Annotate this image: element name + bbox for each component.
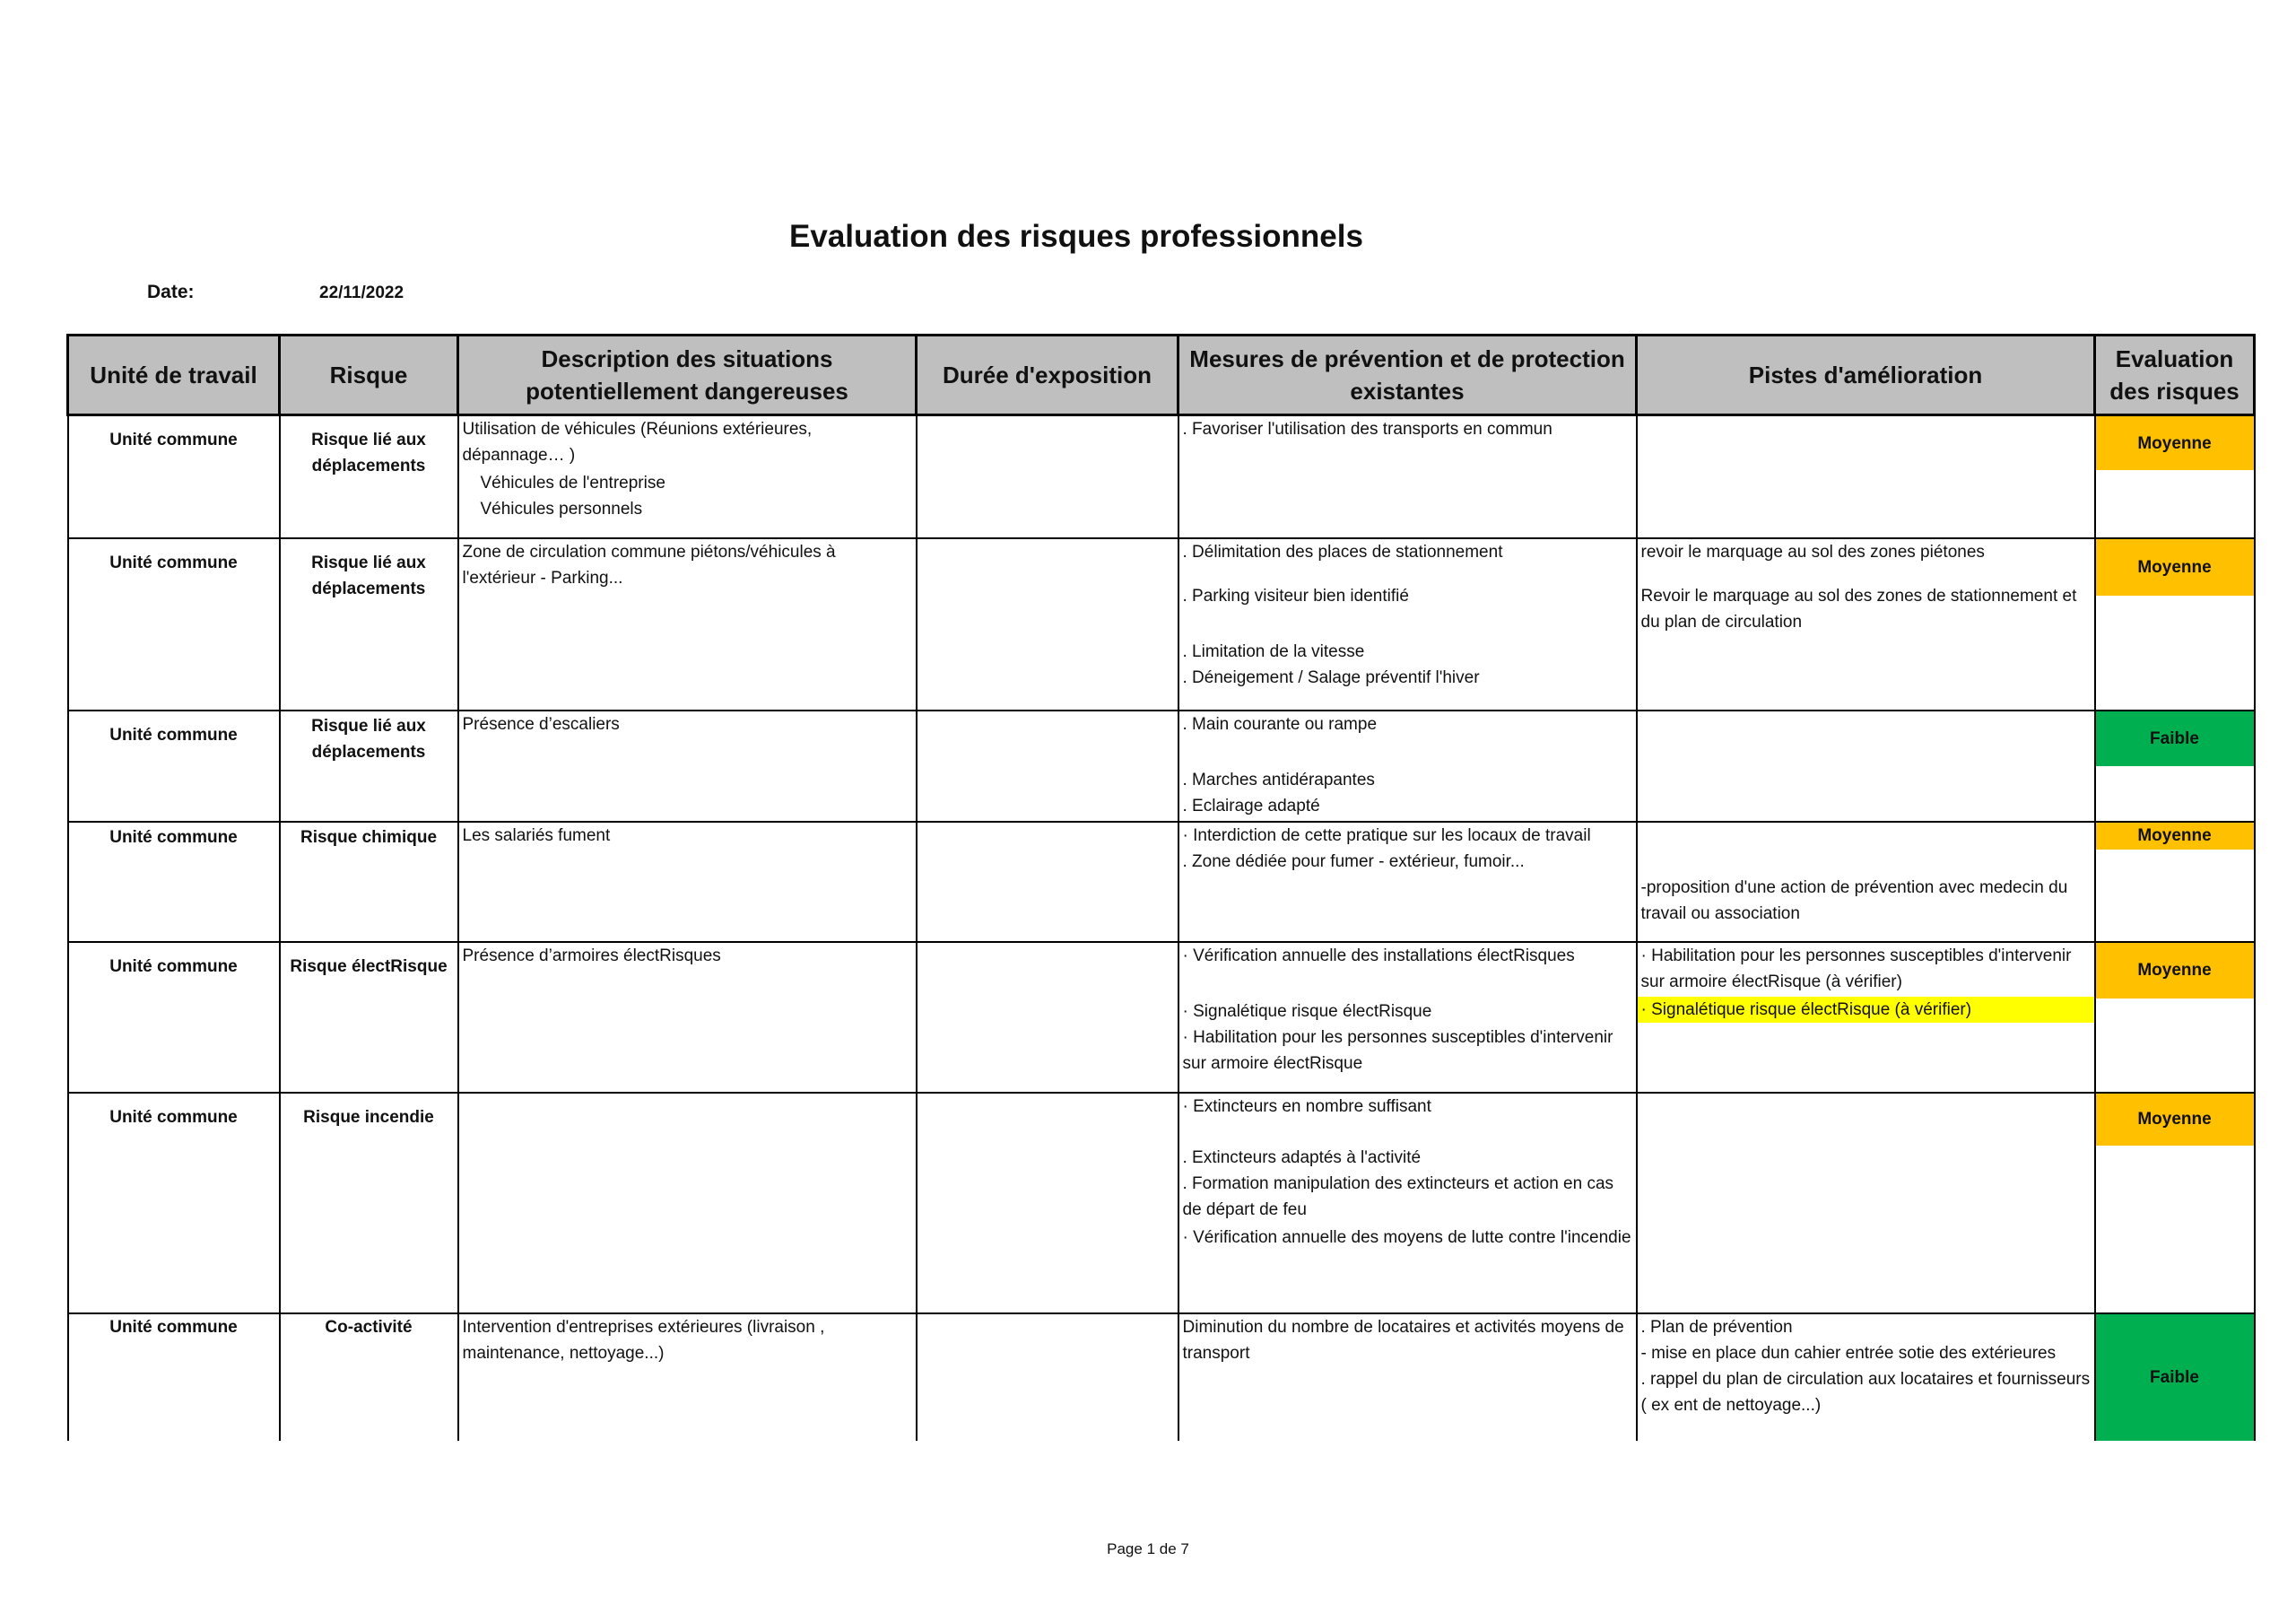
header-risque: Risque (280, 336, 458, 415)
piste-line: -proposition d'une action de prévention avec medecin du travail ou association (1640, 877, 2068, 923)
risk-level-badge: Faible (2096, 711, 2254, 766)
mesure-line: . Délimitation des places de stationnement (1182, 542, 1503, 562)
cell-mesures (1178, 942, 1637, 1093)
cell-duree (917, 415, 1178, 538)
risk-level-badge: Faible (2150, 1367, 2199, 1387)
mesure-line: . Main courante ou rampe (1182, 714, 1378, 734)
desc-line: Les salariés fument (462, 825, 611, 845)
cell-pistes (1637, 942, 2095, 1093)
cell-duree (917, 538, 1178, 711)
cell-unite: Unité commune (68, 415, 280, 538)
cell-unite: Unité commune (68, 711, 280, 822)
cell-mesures (1178, 711, 1637, 822)
table-row (68, 415, 2255, 538)
header-pistes: Pistes d'amélioration (1637, 336, 2095, 415)
cell-risque: Risque incendie (280, 1093, 458, 1313)
piste-line: · Habilitation pour les personnes susceptibles d'intervenir sur armoire électRisque (à vérifier) (1640, 946, 2072, 991)
cell-unite: Unité commune (68, 942, 280, 1093)
mesure-line: · Vérification annuelle des moyens de lutte contre l'incendie (1182, 1227, 1631, 1247)
cell-pistes (1637, 1093, 2095, 1313)
date-label: Date: (147, 282, 195, 302)
cell-evaluation (2095, 538, 2255, 711)
piste-line-highlighted: · Signalétique risque électRisque (à vérifier) (1638, 997, 2094, 1023)
cell-evaluation (2095, 415, 2255, 538)
risk-level-badge: Moyenne (2096, 1094, 2254, 1146)
cell-pistes (1637, 711, 2095, 822)
cell-description (458, 942, 917, 1093)
mesure-line: . Zone dédiée pour fumer - extérieur, fumoir... (1182, 851, 1525, 871)
cell-risque: Risque lié aux déplacements (280, 415, 458, 538)
cell-unite: Unité commune (68, 1313, 280, 1441)
cell-mesures (1178, 1313, 1637, 1441)
cell-duree (917, 711, 1178, 822)
piste-line: . rappel du plan de circulation aux locataires et fournisseurs ( ex ent de nettoyage...) (1640, 1369, 2091, 1415)
cell-duree (917, 942, 1178, 1093)
cell-risque: Risque lié aux déplacements (280, 711, 458, 822)
page-number: Page 1 de 7 (1107, 1540, 1189, 1557)
cell-mesures (1178, 538, 1637, 711)
mesure-line: . Favoriser l'utilisation des transports en commun (1182, 420, 1552, 439)
date-value: 22/11/2022 (319, 283, 404, 302)
mesure-line: . Extincteurs adaptés à l'activité (1182, 1147, 1422, 1167)
mesure-line: Diminution du nombre de locataires et activités moyens de transport (1182, 1317, 1624, 1363)
table-row (68, 942, 2255, 1093)
cell-risque: Risque lié aux déplacements (280, 538, 458, 711)
cell-evaluation (2095, 942, 2255, 1093)
risk-level-badge: Moyenne (2096, 943, 2254, 998)
desc-line: Véhicules de l'entreprise (480, 474, 665, 493)
mesure-line: . Eclairage adapté (1182, 796, 1320, 815)
cell-mesures (1178, 822, 1637, 942)
cell-description (458, 415, 917, 538)
cell-duree (917, 1313, 1178, 1441)
risk-level-badge: Moyenne (2096, 539, 2254, 596)
cell-pistes (1637, 1313, 2095, 1441)
mesure-line: . Parking visiteur bien identifié (1182, 586, 1409, 606)
cell-duree (917, 822, 1178, 942)
cell-risque: Risque chimique (280, 822, 458, 942)
table-row (68, 538, 2255, 711)
document-title: Evaluation des risques professionnels (789, 219, 1363, 254)
cell-description (458, 538, 917, 711)
cell-mesures (1178, 1093, 1637, 1313)
mesure-line: · Extincteurs en nombre suffisant (1182, 1096, 1431, 1116)
piste-line: - mise en place dun cahier entrée sotie des extérieures (1640, 1343, 2057, 1363)
header-unite: Unité de travail (68, 336, 280, 415)
header-description: Description des situations potentiellement dangereuses (458, 336, 917, 415)
risk-level-badge: Moyenne (2096, 823, 2254, 850)
cell-description (458, 822, 917, 942)
table-header-row (68, 336, 2255, 415)
cell-description (458, 1093, 917, 1313)
cell-evaluation (2095, 822, 2255, 942)
table-row (68, 1093, 2255, 1313)
desc-line: Intervention d'entreprises extérieures (livraison , maintenance, nettoyage...) (462, 1317, 825, 1363)
mesure-line: · Interdiction de cette pratique sur les locaux de travail (1182, 825, 1591, 845)
mesure-line: · Habilitation pour les personnes susceptibles d'intervenir sur armoire électRisque (1182, 1027, 1613, 1073)
cell-pistes (1637, 822, 2095, 942)
cell-pistes (1637, 415, 2095, 538)
cell-evaluation (2095, 711, 2255, 822)
mesure-line: . Déneigement / Salage préventif l'hiver (1182, 667, 1480, 687)
mesure-line: . Marches antidérapantes (1182, 770, 1375, 789)
piste-line: . Plan de prévention (1640, 1317, 1793, 1337)
cell-unite: Unité commune (68, 822, 280, 942)
piste-line: Revoir le marquage au sol des zones de stationnement et du plan de circulation (1640, 586, 2077, 632)
cell-evaluation (2095, 1313, 2255, 1441)
cell-unite: Unité commune (68, 1093, 280, 1313)
cell-unite: Unité commune (68, 538, 280, 711)
table-row (68, 822, 2255, 942)
desc-line: Véhicules personnels (480, 500, 643, 519)
desc-line: Zone de circulation commune piétons/véhicules à l'extérieur - Parking... (462, 542, 836, 588)
cell-description (458, 711, 917, 822)
mesure-line: · Vérification annuelle des installations électRisques (1182, 946, 1575, 965)
table-row (68, 711, 2255, 822)
cell-mesures (1178, 415, 1637, 538)
mesure-line: · Signalétique risque électRisque (1182, 1001, 1432, 1021)
header-mesures: Mesures de prévention et de protection existantes (1178, 336, 1637, 415)
cell-evaluation (2095, 1093, 2255, 1313)
table-row (68, 1313, 2255, 1441)
cell-pistes (1637, 538, 2095, 711)
desc-line: Utilisation de véhicules (Réunions extérieures, dépannage… ) (462, 420, 813, 465)
piste-line: revoir le marquage au sol des zones piétones (1640, 542, 1985, 562)
header-duree: Durée d'exposition (917, 336, 1178, 415)
risk-assessment-table (66, 334, 2256, 1441)
cell-risque: Co-activité (280, 1313, 458, 1441)
risk-level-badge: Moyenne (2096, 416, 2254, 470)
desc-line: Présence d’armoires électRisques (462, 946, 721, 965)
cell-duree (917, 1093, 1178, 1313)
mesure-line: . Limitation de la vitesse (1182, 641, 1365, 661)
header-evaluation: Evaluation des risques (2095, 336, 2255, 415)
cell-risque: Risque électRisque (280, 942, 458, 1093)
desc-line: Présence d’escaliers (462, 714, 620, 734)
cell-description (458, 1313, 917, 1441)
mesure-line: . Formation manipulation des extincteurs et action en cas de départ de feu (1182, 1173, 1614, 1219)
